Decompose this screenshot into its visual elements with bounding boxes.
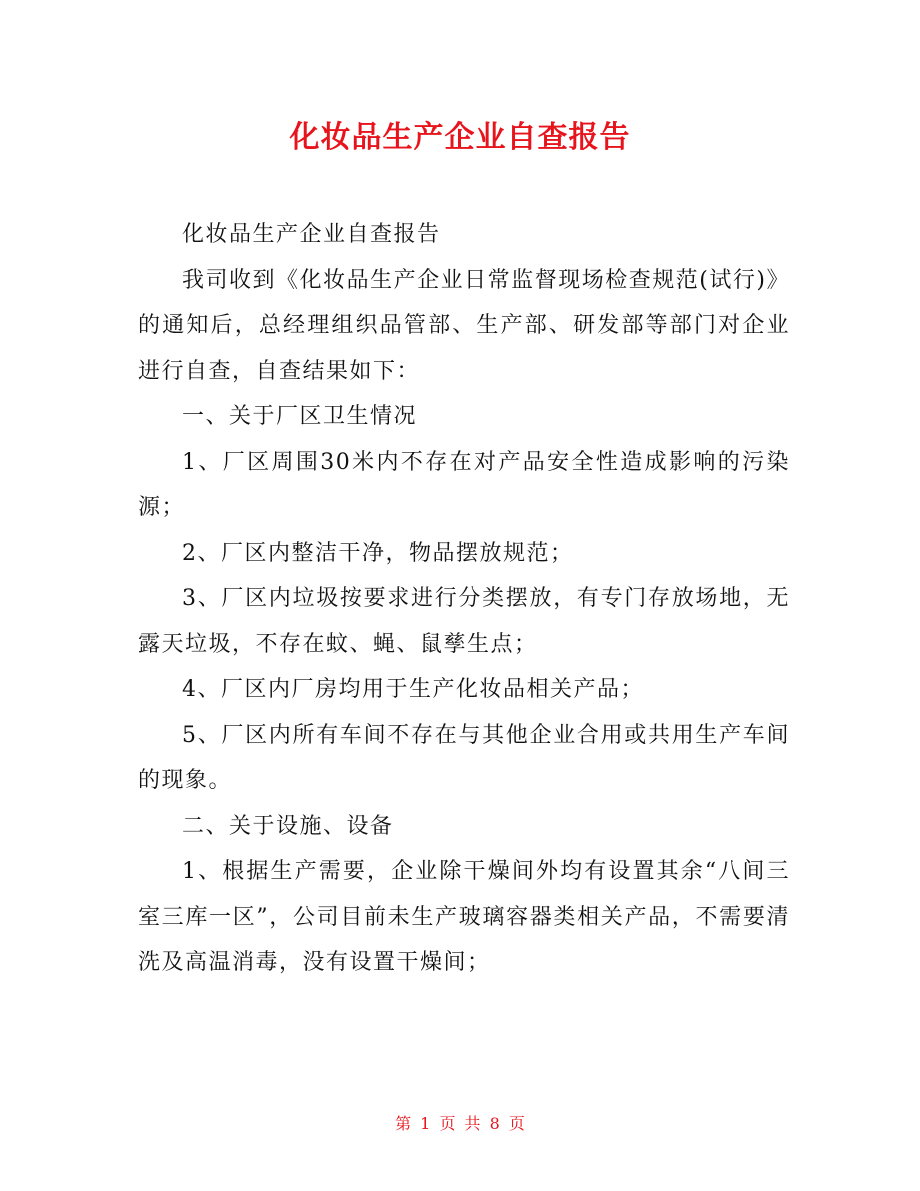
page-footer: 第 1 页 共 8 页 xyxy=(395,1114,525,1133)
section-heading-facilities: 二、关于设施、设备 xyxy=(182,813,394,839)
document-title: 化妆品生产企业自查报告 xyxy=(289,120,631,155)
paragraph-item: 2、厂区内整洁干净，物品摆放规范； xyxy=(182,540,574,566)
paragraph-item: 5、厂区内所有车间不存在与其他企业合用或共用生产车间的现象。 xyxy=(138,722,790,793)
paragraph-item: 1、根据生产需要，企业除干燥间外均有设置其余“八间三室三库一区”，公司目前未生产玻璃容器类相关产品，不需要清洗及高温消毒，没有设置干燥间； xyxy=(138,859,790,975)
paragraph-item: 4、厂区内厂房均用于生产化妆品相关产品； xyxy=(182,677,644,702)
section-heading-hygiene: 一、关于厂区卫生情况 xyxy=(182,404,418,429)
paragraph-item: 3、厂区内垃圾按要求进行分类摆放，有专门存放场地，无露天垃圾，不存在蚊、蝇、鼠孳生点； xyxy=(138,586,790,657)
paragraph-item: 1、厂区周围30米内不存在对产品安全性造成影响的污染源； xyxy=(138,449,790,520)
document-body xyxy=(138,212,790,986)
paragraph-intro: 我司收到《化妆品生产企业日常监督现场检查规范(试行)》的通知后，总经理组织品管部、生产部、研发部等部门对企业进行自查，自查结果如下： xyxy=(138,267,790,384)
paragraph-heading: 化妆品生产企业自查报告 xyxy=(182,222,441,247)
